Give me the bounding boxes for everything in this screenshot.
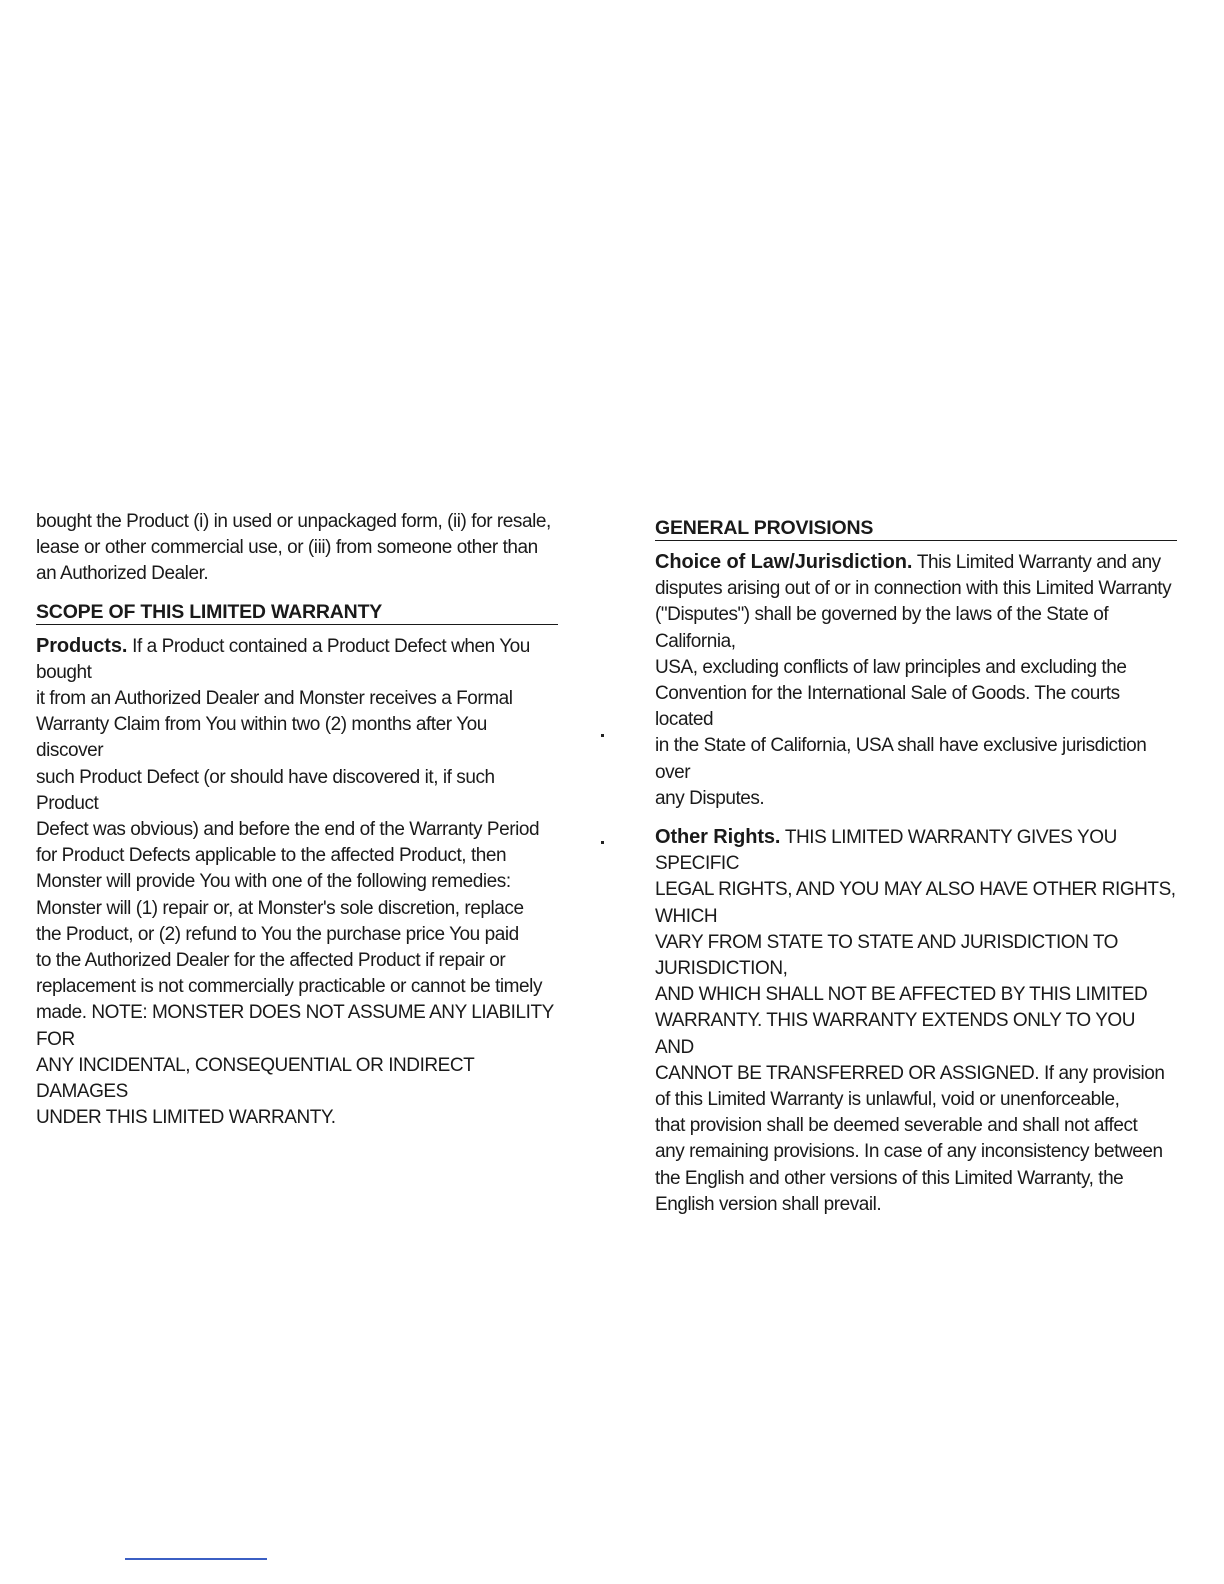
scope-heading [36, 600, 558, 625]
products-body: If a Product contained a Product Defect when You bought it from an Authorized Dealer and Monster receives a Formal Warranty Claim from You within two (2) months after You discover such Product Defect (or should have discovered it, if such Product Defect was obvious) and before the end of the Warranty Period for Product Defects applicable to the affected Product, then Monster will provide You with one of the following remedies: Monster will (1) repair or, at Monster's sole discretion, replace the Product, or (2) refund to You the purchase price You paid to the Authorized Dealer for the affected Product if repair or replacement is not commercially practicable or cannot be timely made. NOTE: MONSTER DOES NOT ASSUME ANY LIABILITY FOR ANY INCIDENTAL, CONSEQUENTIAL OR INDIRECT DAMAGES UNDER THIS LIMITED WARRANTY. [36, 635, 554, 1129]
other-rights-body: THIS LIMITED WARRANTY GIVES YOU SPECIFIC LEGAL RIGHTS, AND YOU MAY ALSO HAVE OTHER RIGHTS, WHICH VARY FROM STATE TO STATE AND JURISDICTION TO JURISDICTION, AND WHICH SHALL NOT BE AFFECTED BY THIS LIMITED WARRANTY. THIS WARRANTY EXTENDS ONLY TO YOU AND CANNOT BE TRANSFERRED OR ASSIGNED. If any provision of this Limited Warranty is unlawful, void or unenforceable, that provision shall be deemed severable and shall not affect any remaining provisions. In case of any inconsistency between the English and other versions of this Limited Warranty, the English version shall prevail. [655, 827, 1176, 1215]
other-rights-lead-in: Other Rights. [655, 826, 781, 849]
scan-speck [601, 841, 604, 844]
products-lead-in: Products. [36, 634, 128, 657]
general-provisions-heading-text: GENERAL PROVISIONS [655, 517, 874, 539]
general-provisions-heading [655, 516, 1177, 541]
choice-of-law-lead-in: Choice of Law/Jurisdiction. [655, 551, 913, 573]
right-column [655, 516, 1177, 1218]
scope-heading-text: SCOPE OF THIS LIMITED WARRANTY [36, 600, 383, 623]
choice-of-law-body: This Limited Warranty and any disputes arising out of or in connection with this Limited Warranty ("Disputes") shall be governed by the laws of the State of California, USA, excluding conflicts of law principles and excluding the Convention for the International Sale of Goods. The courts located in the State of California, USA shall have exclusive jurisdiction over any Disputes. [655, 552, 1172, 809]
products-paragraph [36, 633, 558, 1132]
intro-paragraph: bought the Product (i) in used or unpackaged form, (ii) for resale, lease or other commercial use, or (iii) from someone other than an Authorized Dealer. [36, 511, 551, 585]
choice-of-law-paragraph [655, 549, 1177, 812]
left-column [36, 509, 558, 1131]
footer-rule [125, 1558, 267, 1560]
scan-speck [601, 734, 604, 737]
other-rights-paragraph [655, 824, 1177, 1218]
